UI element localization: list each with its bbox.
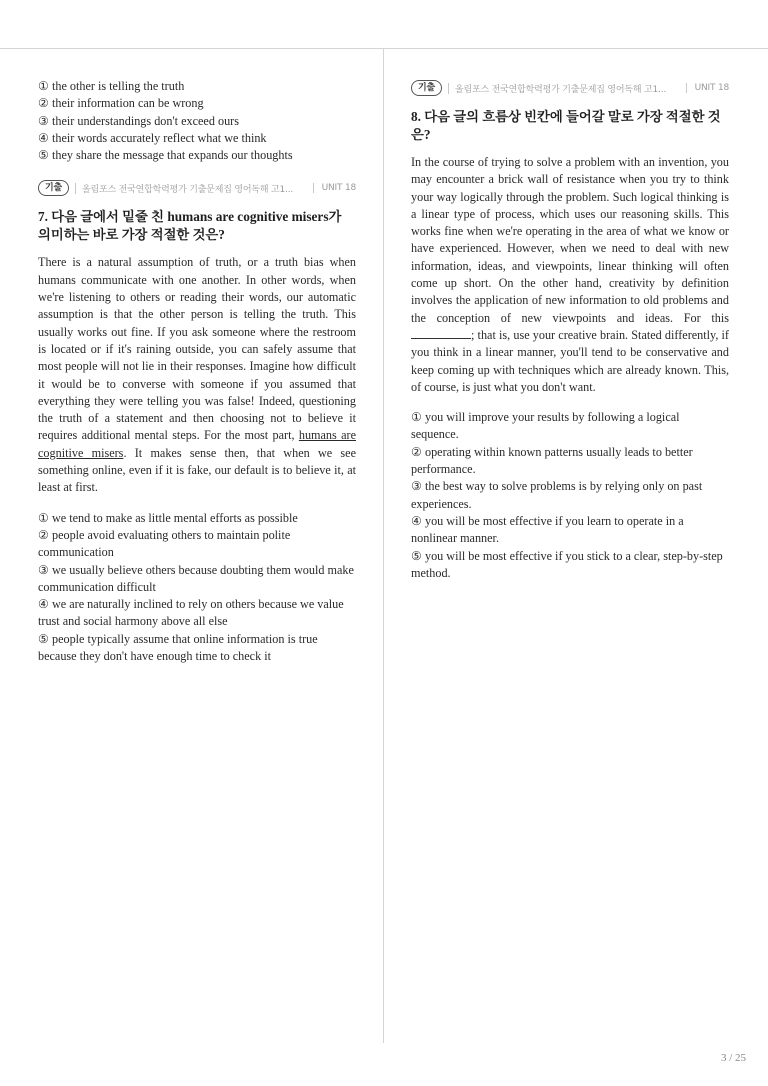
q7-source-line: [38, 178, 356, 198]
q8-passage: [411, 154, 729, 396]
page-number: 3 / 25: [720, 1052, 746, 1064]
q7-passage-text: There is a natural assumption of truth, or a truth bias when humans communicate with one another. In other words, when we're listening to others or reading their words, our automatic assumption is that the other person is telling the truth. This usually works out fine. If you ask someone where the restroom is located or if it's raining outside, you can safely assume that most people will not lie in their responses. Imagine how difficult it would be to converse with someone if you assumed that everything they were telling you was false! Indeed, questioning the truth of a statement and then choosing not to believe it requires additional mental steps. For the most part,: [38, 255, 356, 443]
q8-badge: 기출: [411, 80, 442, 96]
q7-unit: UNIT 18: [313, 183, 356, 193]
q8-unit: UNIT 18: [686, 83, 729, 93]
q8-option-1: ① you will improve your results by following a logical sequence.: [411, 410, 680, 442]
q7-source: 올림포스 전국연합학력평가 기출문제집 영어독해 고1...: [82, 184, 294, 195]
q7-option-1: ① we tend to make as little mental efforts as possible: [38, 510, 298, 525]
q8-title: 8. 다음 글의 흐름상 빈칸에 들어갈 말로 가장 적절한 것은?: [411, 109, 721, 142]
option-1: ① the other is telling the truth: [38, 79, 185, 93]
q7-title: 7. 다음 글에서 밑줄 친 humans are cognitive misers가 의미하는 바로 가장 적절한 것은?: [38, 209, 342, 243]
q7-passage: [38, 254, 356, 496]
left-column: [38, 78, 356, 665]
header-rule: [0, 48, 768, 49]
q8-option-3: ③ the best way to solve problems is by relying only on past experiences.: [411, 479, 703, 511]
q8-passage-text: In the course of trying to solve a problem with an invention, you may encounter a brick wall of resistance when you try to think your way logically through the problem. Such logical thinking is a linear type of process, which uses our reasoning skills. This works fine when we're operating in the area of what we know or have experienced. However, when we need to deal with new information, ideas, and viewpoints, linear thinking will often come up short. On the other hand, creativity by definition involves the application of new information to old problems and the conception of new viewpoints and ideas. For this: [411, 155, 729, 325]
q8-option-5: ⑤ you will be most effective if you stick to a clear, step-by-step method.: [411, 548, 723, 580]
column-divider: [383, 49, 384, 1043]
q7-option-5: ⑤ people typically assume that online information is true because they don't have enough time to check it: [38, 631, 318, 664]
option-5: ⑤ they share the message that expands our thoughts: [38, 148, 293, 163]
q8-options: [411, 409, 729, 582]
q7-options: [38, 510, 356, 666]
q7-badge: 기출: [38, 180, 69, 196]
q8-option-2: ② operating within known patterns usually leads to better performance.: [411, 444, 693, 477]
q7-option-3: ③ we usually believe others because doubting them would make communication difficult: [38, 562, 354, 594]
q8-source: 올림포스 전국연합학력평가 기출문제집 영어독해 고1...: [455, 84, 667, 95]
option-2: ② their information can be wrong: [38, 96, 204, 111]
source-separator: [75, 183, 76, 194]
q8-source-line: [411, 78, 729, 98]
q8-option-4: ④ you will be most effective if you learn to operate in a nonlinear manner.: [411, 513, 684, 546]
q8-blank: [411, 328, 471, 339]
q8-passage-text-end: ; that is, use your creative brain. Stated differently, if you think in a linear manner, you'll tend to be conservative and keep coming up with techniques which are already known. This, of course, is just what you don't want.: [411, 327, 729, 394]
q7-option-4: ④ we are naturally inclined to rely on others because we value trust and social harmony above all else: [38, 597, 344, 629]
source-separator: [448, 83, 449, 94]
q7-passage-text-end: . It makes sense then, that when we see something online, even if it is fake, our default is to believe it, at least at first.: [38, 445, 356, 495]
prev-question-options: [38, 78, 356, 164]
option-4: ④ their words accurately reflect what we think: [38, 130, 267, 145]
right-column: [411, 78, 729, 582]
q7-underlined-phrase: humans are cognitive misers: [38, 428, 356, 460]
q7-option-2: ② people avoid evaluating others to maintain polite communication: [38, 527, 291, 560]
option-3: ③ their understandings don't exceed ours: [38, 113, 239, 128]
